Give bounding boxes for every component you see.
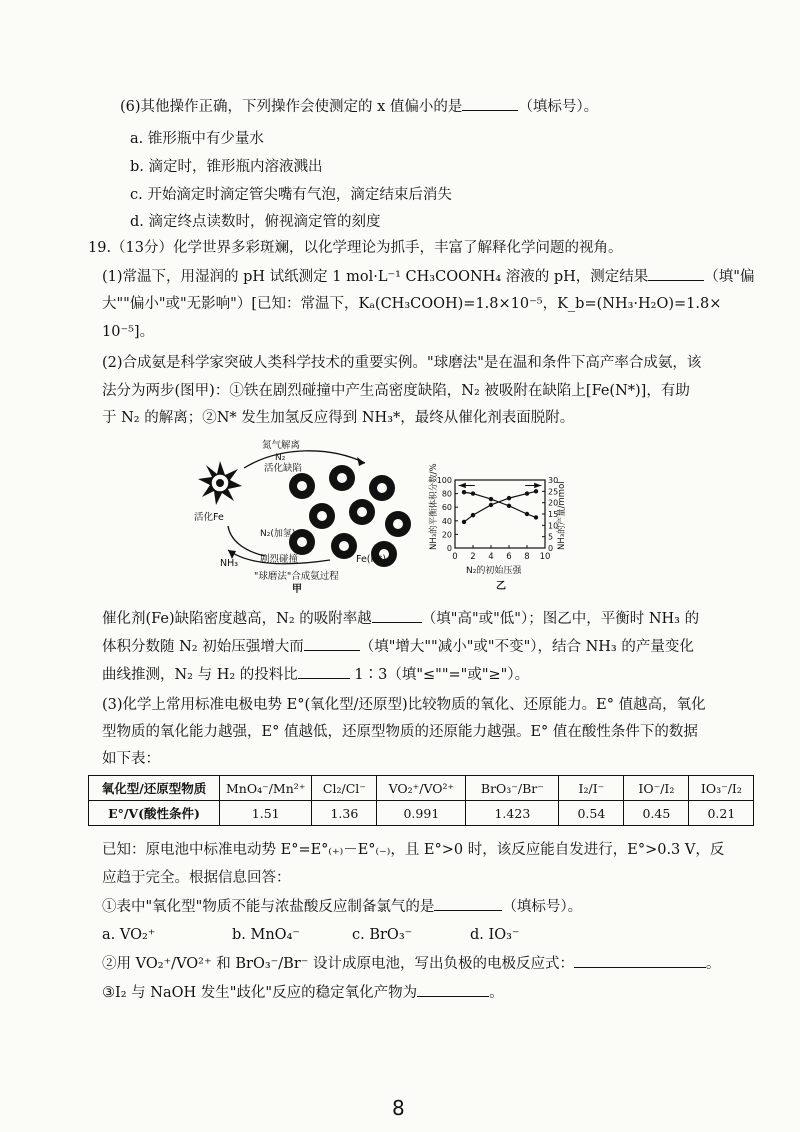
q18-6-stem: (6)其他操作正确，下列操作会使测定的 x 值偏小的是 （填标号）。: [120, 96, 598, 117]
data-point: [471, 513, 475, 517]
data-point: [525, 491, 529, 495]
known-line2: 应趋于完全。根据信息回答：: [102, 870, 291, 886]
left-axis-arrowhead: [459, 483, 466, 488]
x-tick-label: 0: [452, 552, 458, 562]
y-left-tick-label: 20: [441, 530, 452, 540]
data-point: [507, 496, 511, 500]
answer-blank[interactable]: [417, 982, 489, 997]
data-point: [462, 490, 466, 494]
plot-frame: [455, 480, 545, 548]
q19-2-answer-line1: 催化剂(Fe)缺陷密度越高，N₂ 的吸附率越 （填"高"或"低"）；图乙中，平衡时 NH₃ 的: [102, 608, 699, 629]
answer-blank[interactable]: [304, 636, 360, 651]
y-axis-left-label: NH₃的平衡体积分数/%: [429, 463, 439, 550]
q19-2-answer-line3: 曲线推测，N₂ 与 H₂ 的投料比 1∶3（填"≤""="或"≥"）。: [102, 664, 529, 685]
y-axis-right-label: NH₃的产量/mmol: [557, 481, 567, 550]
known-line1: 已知：原电池中标准电动势 E°=E°₍₊₎－E°₍₋₎，且 E°>0 时，该反应能自发进行，E°>0.3 V，反: [102, 842, 725, 858]
y-right-tick-label: 0: [548, 544, 554, 553]
q19-3-line3: 如下表：: [102, 751, 160, 767]
q19-2-line1: (2)合成氨是科学家突破人类科学技术的重要实例。"球磨法"是在温和条件下高产率合成氨，该: [102, 355, 702, 371]
right-axis-arrowhead: [534, 483, 541, 488]
figure-jia-caption: "球磨法"合成氨过程: [254, 571, 339, 582]
y-left-tick-label: 80: [441, 489, 452, 499]
page-number: 8: [392, 1096, 405, 1120]
q19-1-line2: 大""偏小"或"无影响"）[已知：常温下，Kₐ(CH₃COOH)=1.8×10⁻⁵，K_b=(NH₃·H₂O)=1.8×: [102, 296, 722, 312]
data-point: [489, 503, 493, 507]
q19-2-answer-line2: 体积分数随 N₂ 初始压强增大而 （填"增大""减小"或"不变"），结合 NH₃ 的产量变化: [102, 636, 694, 657]
y-right-tick-label: 30: [548, 476, 559, 485]
sub1-option-a: a. VO₂⁺: [102, 927, 156, 943]
x-tick-label: 2: [470, 552, 476, 562]
q19-3-line1: (3)化学上常用标准电极电势 E°(氧化型/还原型)比较物质的氧化、还原能力。E° 值越高，氧化: [102, 697, 706, 713]
answer-blank[interactable]: [648, 266, 704, 281]
y-right-tick-label: 15: [548, 510, 559, 519]
arrow-top: [244, 451, 365, 468]
x-tick-label: 4: [488, 552, 494, 562]
y-right-tick-label: 20: [548, 498, 559, 508]
label-nh3: NH₃: [220, 558, 239, 569]
q19-3-line2: 型物质的氧化能力越强，E° 值越低，还原型物质的还原能力越强。E° 值在酸性条件下的数据: [102, 724, 698, 740]
data-point: [507, 504, 511, 508]
data-point: [489, 497, 493, 501]
option-c: c. 开始滴定时滴定管尖嘴有气泡，滴定结束后消失: [130, 187, 452, 203]
sub1-option-d: d. IO₃⁻: [470, 927, 520, 943]
q19-1-line3: 10⁻⁵]。: [102, 324, 155, 340]
y-left-tick-label: 60: [441, 503, 452, 513]
data-point: [525, 512, 529, 516]
answer-blank[interactable]: [574, 953, 706, 968]
x-axis-label: N₂的初始压强: [466, 566, 522, 576]
sub-question-3: ③I₂ 与 NaOH 发生"歧化"反应的稳定氧化产物为 。: [102, 982, 504, 1003]
figure-yi-label: 乙: [496, 581, 506, 592]
sub1-option-b: b. MnO₄⁻: [232, 927, 301, 943]
data-point: [534, 489, 538, 493]
figure-yi-chart: [428, 463, 567, 592]
y-left-tick-label: 40: [441, 516, 452, 526]
label-activated-defect: 活化缺陷: [264, 463, 303, 474]
label-collision: 剧烈碰撞: [260, 554, 299, 565]
label-n2-dissociation: 氮气解离: [262, 440, 301, 451]
answer-blank[interactable]: [462, 96, 518, 111]
answer-blank[interactable]: [298, 664, 350, 679]
activated-fe-icon: [198, 461, 242, 505]
y-left-tick-label: 0: [446, 544, 452, 553]
label-activated-fe: 活化Fe: [194, 512, 224, 523]
y-right-tick-label: 10: [548, 521, 559, 531]
sub-question-1: ①表中"氧化型"物质不能与浓盐酸反应制备氯气的是 （填标号）。: [102, 896, 582, 917]
sub-question-2: ②用 VO₂⁺/VO²⁺ 和 BrO₃⁻/Br⁻ 设计成原电池，写出负极的电极反应式： 。: [102, 953, 721, 974]
chart-series: [459, 483, 542, 524]
q19-heading: 19.（13分）化学世界多彩斑斓，以化学理论为抓手，丰富了解释化学问题的视角。: [88, 240, 623, 256]
option-d: d. 滴定终点读数时，俯视滴定管的刻度: [130, 214, 381, 230]
q19-2-line2: 法分为两步(图甲)：①铁在剧烈碰撞中产生高密度缺陷，N₂ 被吸附在缺陷上[Fe(N*)]，有助: [102, 383, 690, 399]
data-point: [462, 520, 466, 524]
label-fe-n: Fe(N*): [356, 554, 387, 565]
y-right-tick-label: 25: [548, 487, 559, 497]
data-point: [471, 491, 475, 495]
figure-jia-yi: [180, 438, 620, 608]
answer-blank[interactable]: [434, 896, 502, 911]
q19-1-line1: (1)常温下，用湿润的 pH 试纸测定 1 mol·L⁻¹ CH₃COONH₄ 溶液的 pH，测定结果 （填"偏: [102, 266, 754, 287]
x-tick-label: 8: [524, 552, 530, 562]
electrode-potential-table: [88, 775, 754, 826]
y-right-tick-label: 5: [548, 532, 554, 542]
series-line-1: [464, 491, 536, 522]
label-n2: N₂: [275, 453, 286, 463]
fe-defect-balls: [289, 465, 411, 567]
label-n-hydrogenation: N₂(加氢): [260, 529, 296, 539]
ball-milling-diagram: [194, 439, 411, 595]
answer-blank[interactable]: [372, 608, 422, 623]
sub1-option-c: c. BrO₃⁻: [352, 927, 413, 943]
option-a: a. 锥形瓶中有少量水: [130, 131, 264, 147]
q19-2-line3: 于 N₂ 的解离；②N* 发生加氢反应得到 NH₃*，最终从催化剂表面脱附。: [102, 410, 575, 426]
x-tick-label: 6: [506, 552, 512, 562]
table-row: E°/V(酸性条件) 1.51 1.36 0.991 1.423 0.54 0.45 0.21: [89, 801, 754, 826]
figure-jia-label: 甲: [292, 584, 302, 595]
x-tick-label: 10: [539, 552, 551, 562]
table-row: 氧化型/还原型物质 MnO₄⁻/Mn²⁺ Cl₂/Cl⁻ VO₂⁺/VO²⁺ BrO₃⁻/Br⁻ I₂/I⁻ IO⁻/I₂ IO₃⁻/I₂: [89, 776, 754, 801]
data-point: [534, 515, 538, 519]
y-left-tick-label: 100: [436, 476, 452, 485]
option-b: b. 滴定时，锥形瓶内溶液溅出: [130, 159, 323, 175]
